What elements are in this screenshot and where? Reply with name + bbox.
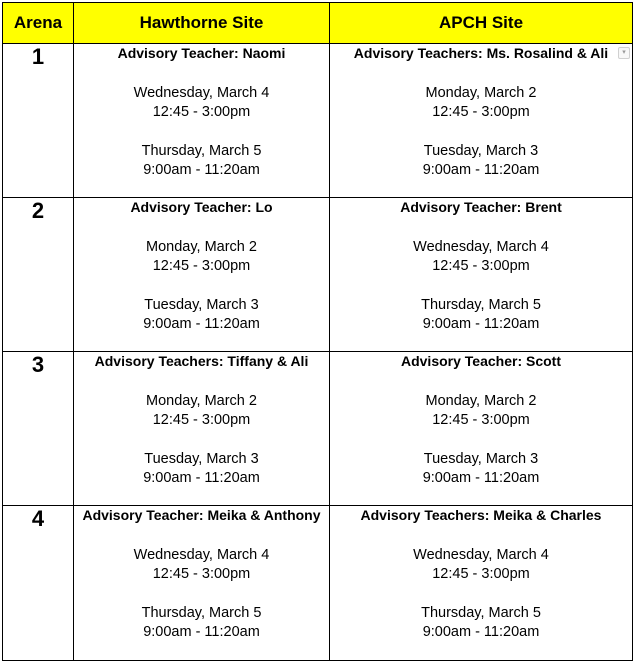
session-block xyxy=(330,84,632,123)
table-row xyxy=(3,352,633,506)
apch-cell[interactable] xyxy=(330,44,633,198)
session-block xyxy=(330,546,632,585)
session-block xyxy=(74,604,329,643)
teacher-label: Advisory Teacher: Naomi xyxy=(117,45,286,61)
header-apch-site[interactable]: APCH Site xyxy=(330,3,633,44)
session-block xyxy=(74,546,329,585)
session-block xyxy=(74,142,329,181)
session-time: 12:45 - 3:00pm xyxy=(432,566,530,582)
session-day: Tuesday, March 3 xyxy=(144,450,259,467)
teacher-label: Advisory Teacher: Brent xyxy=(400,199,562,215)
header-arena[interactable]: Arena xyxy=(3,3,74,44)
hawthorne-cell[interactable] xyxy=(74,352,330,506)
session-time: 9:00am - 11:20am xyxy=(422,470,540,486)
session-time: 9:00am - 11:20am xyxy=(143,470,260,486)
session-day: Wednesday, March 4 xyxy=(133,546,270,563)
session-block xyxy=(330,450,632,489)
session-day: Tuesday, March 3 xyxy=(144,296,259,313)
teacher-label: Advisory Teacher: Lo xyxy=(130,199,273,215)
teacher-label: Advisory Teachers: Meika & Charles xyxy=(360,507,602,523)
session-day: Tuesday, March 3 xyxy=(423,450,539,467)
session-block xyxy=(330,604,632,643)
hawthorne-cell[interactable] xyxy=(74,44,330,198)
session-day: Thursday, March 5 xyxy=(421,604,541,621)
session-time: 9:00am - 11:20am xyxy=(143,162,260,178)
session-block xyxy=(74,450,329,489)
session-time: 12:45 - 3:00pm xyxy=(432,104,530,120)
session-day: Wednesday, March 4 xyxy=(413,546,549,563)
session-day: Thursday, March 5 xyxy=(141,142,262,159)
apch-cell[interactable] xyxy=(330,506,633,661)
session-day: Thursday, March 5 xyxy=(421,296,541,313)
session-time: 12:45 - 3:00pm xyxy=(152,104,251,120)
teacher-label: Advisory Teachers: Tiffany & Ali xyxy=(94,353,309,369)
cell-dropdown-icon[interactable]: ▾ xyxy=(618,47,630,59)
header-hawthorne-site[interactable]: Hawthorne Site xyxy=(74,3,330,44)
session-time: 9:00am - 11:20am xyxy=(143,316,260,332)
arena-number[interactable]: 2 xyxy=(3,198,74,352)
session-day: Wednesday, March 4 xyxy=(413,238,549,255)
session-day: Wednesday, March 4 xyxy=(133,84,270,101)
session-time: 9:00am - 11:20am xyxy=(422,316,540,332)
arena-number[interactable]: 4 xyxy=(3,506,74,661)
session-block xyxy=(330,142,632,181)
session-time: 12:45 - 3:00pm xyxy=(152,566,251,582)
session-time: 12:45 - 3:00pm xyxy=(432,258,530,274)
session-block xyxy=(330,392,632,431)
session-day: Monday, March 2 xyxy=(146,392,257,409)
teacher-label: Advisory Teachers: Ms. Rosalind & Ali xyxy=(353,45,609,61)
table-row xyxy=(3,506,633,661)
session-day: Tuesday, March 3 xyxy=(423,142,539,159)
teacher-label: Advisory Teacher: Scott xyxy=(400,353,561,369)
session-day: Monday, March 2 xyxy=(425,84,537,101)
session-time: 9:00am - 11:20am xyxy=(422,162,540,178)
session-time: 9:00am - 11:20am xyxy=(422,624,540,640)
session-time: 12:45 - 3:00pm xyxy=(432,412,530,428)
apch-cell[interactable] xyxy=(330,198,633,352)
session-block xyxy=(330,296,632,335)
schedule-table xyxy=(2,2,633,661)
teacher-label: Advisory Teacher: Meika & Anthony xyxy=(82,507,321,523)
arena-number[interactable]: 3 xyxy=(3,352,74,506)
table-row xyxy=(3,198,633,352)
session-block xyxy=(74,84,329,123)
session-time: 12:45 - 3:00pm xyxy=(152,412,251,428)
session-day: Monday, March 2 xyxy=(146,238,257,255)
hawthorne-cell[interactable] xyxy=(74,198,330,352)
session-block xyxy=(74,296,329,335)
session-block xyxy=(330,238,632,277)
session-time: 9:00am - 11:20am xyxy=(143,624,260,640)
session-block xyxy=(74,392,329,431)
arena-number[interactable]: 1 xyxy=(3,44,74,198)
table-row xyxy=(3,44,633,198)
session-time: 12:45 - 3:00pm xyxy=(152,258,251,274)
apch-cell[interactable] xyxy=(330,352,633,506)
session-day: Monday, March 2 xyxy=(425,392,537,409)
hawthorne-cell[interactable] xyxy=(74,506,330,661)
session-block xyxy=(74,238,329,277)
session-day: Thursday, March 5 xyxy=(141,604,262,621)
header-row xyxy=(3,3,633,44)
